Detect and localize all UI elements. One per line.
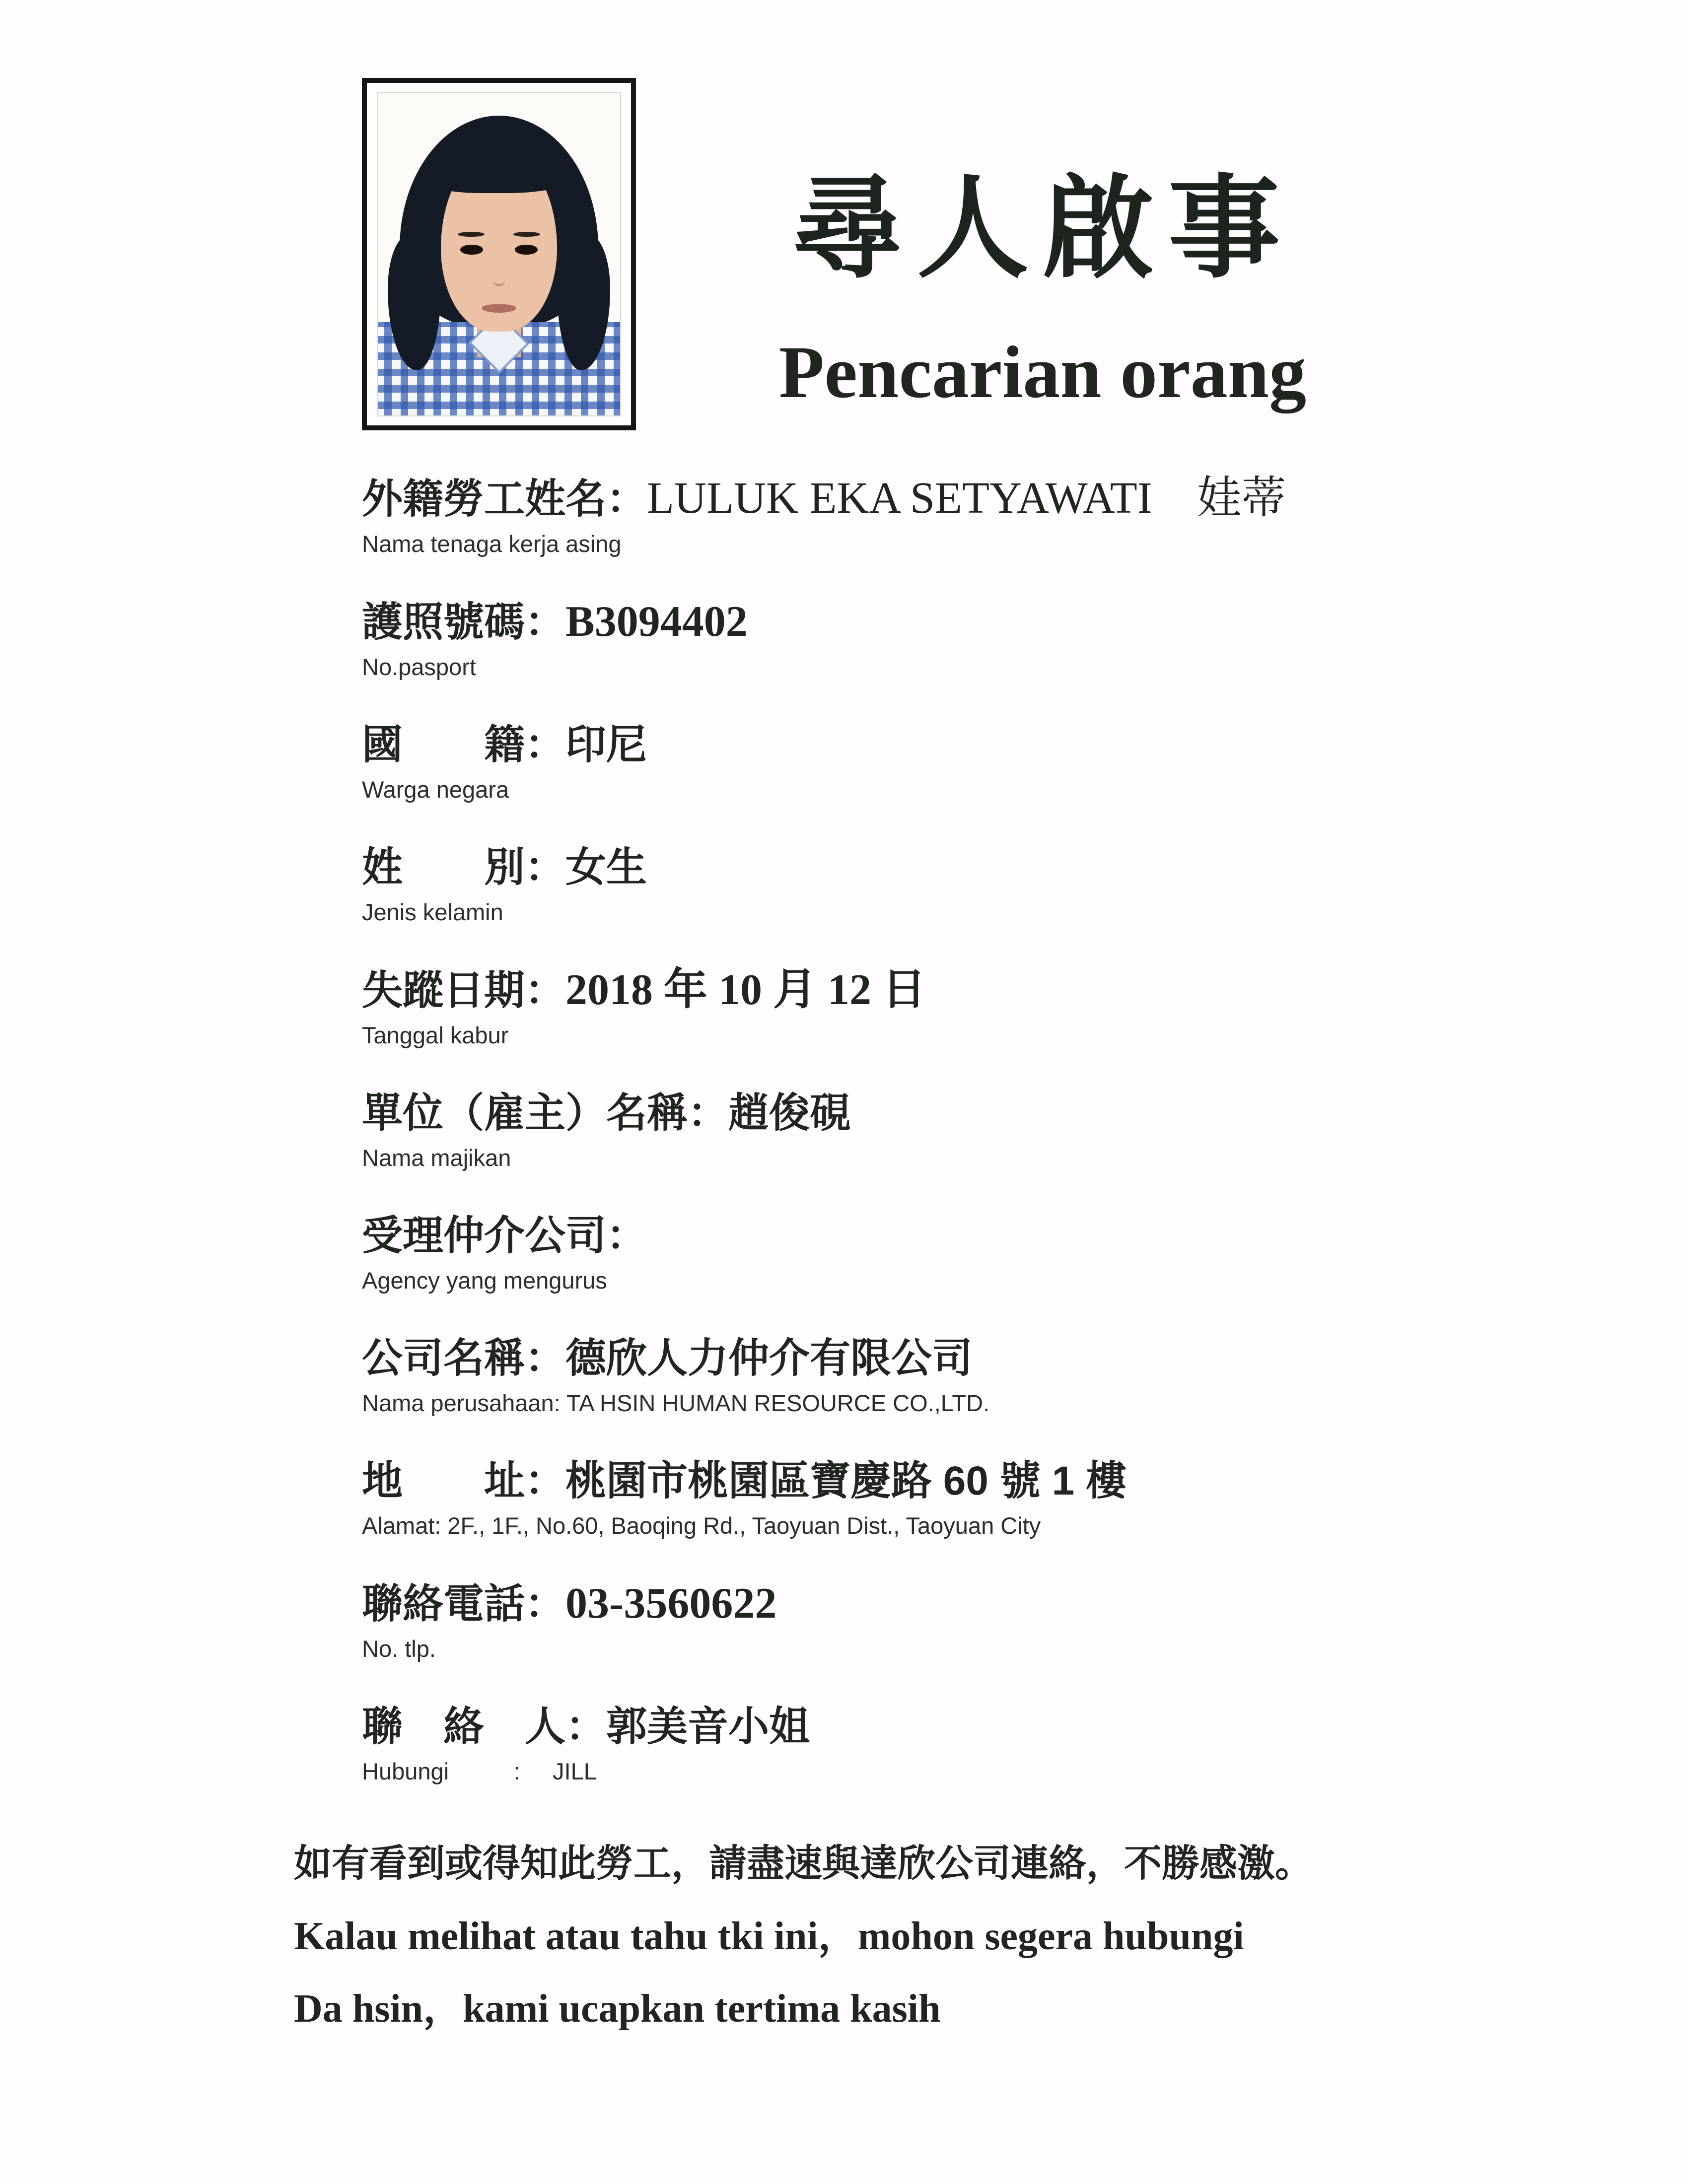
field-sublabel: Hubungi : JILL: [362, 1758, 597, 1784]
footer-note: [294, 1837, 1615, 2054]
field-row-missing-date: [362, 964, 1623, 1049]
field-label: 地 址：: [362, 1458, 566, 1503]
footer-line-cjk: 如有看到或得知此勞工，請盡速與達欣公司連絡，不勝感激。: [294, 1843, 1313, 1885]
field-sublabel: Agency yang mengurus: [362, 1267, 607, 1294]
field-label: 聯 絡 人：: [362, 1704, 607, 1749]
footer-line-indonesian-2: Da hsin，kami ucapkan tertima kasih: [294, 1987, 941, 2031]
portrait-mouth: [482, 304, 516, 313]
field-label: 護照號碼：: [362, 600, 566, 645]
page-title: 尋人啟事: [791, 166, 1294, 291]
field-row-employer: [362, 1088, 1623, 1172]
field-value: 03-3560622: [565, 1579, 777, 1628]
field-value: 趙俊硯: [728, 1091, 851, 1136]
field-value: 桃園市桃園區寶慶路 60 號 1 樓: [565, 1458, 1126, 1503]
field-label: 公司名稱：: [362, 1336, 566, 1381]
field-row-address: [362, 1455, 1623, 1540]
field-row-name: [362, 473, 1623, 558]
page-subtitle: Pencarian orang: [778, 331, 1307, 413]
field-value: 德欣人力仲介有限公司: [565, 1336, 973, 1381]
portrait-photo: [377, 92, 621, 416]
field-value: 印尼: [565, 722, 647, 767]
field-label: 國 籍：: [362, 722, 566, 767]
field-label: 姓 別：: [362, 845, 566, 890]
field-label: 單位（雇主）名稱：: [362, 1091, 729, 1136]
field-row-gender: [362, 842, 1623, 926]
portrait-eyebrow-left: [458, 232, 485, 237]
portrait-nose: [493, 273, 505, 286]
portrait-eyebrow-right: [513, 232, 540, 237]
field-row-nationality: [362, 719, 1623, 804]
field-row-passport: [362, 596, 1623, 681]
field-row-contact: [362, 1701, 1623, 1785]
portrait-photo-frame: [362, 78, 636, 430]
field-value: 2018 年 10 月 12 日: [565, 966, 926, 1014]
portrait-eye-right: [515, 245, 538, 255]
field-sublabel: Nama tenaga kerja asing: [362, 531, 622, 557]
field-value: 郭美音小姐: [606, 1704, 810, 1749]
field-sublabel: No.pasport: [362, 654, 476, 680]
field-value: B3094402: [565, 598, 748, 646]
field-value: LULUK EKA SETYAWATI 娃蒂: [647, 474, 1286, 523]
field-sublabel: Warga negara: [362, 776, 509, 803]
field-row-agency: [362, 1210, 1623, 1295]
field-row-phone: [362, 1578, 1623, 1663]
field-sublabel: Nama perusahaan: TA HSIN HUMAN RESOURCE CO.,LTD.: [362, 1390, 990, 1416]
field-row-company: [362, 1333, 1623, 1417]
field-label: 失蹤日期：: [362, 968, 566, 1013]
field-sublabel: Alamat: 2F., 1F., No.60, Baoqing Rd., Taoyuan Dist., Taoyuan City: [362, 1512, 1041, 1539]
header: [735, 164, 1350, 414]
field-label: 聯絡電話：: [362, 1581, 566, 1627]
field-label: 受理仲介公司：: [362, 1213, 647, 1258]
field-sublabel: Nama majikan: [362, 1145, 511, 1171]
field-sublabel: Jenis kelamin: [362, 899, 503, 925]
field-sublabel: Tanggal kabur: [362, 1022, 509, 1048]
field-value: 女生: [565, 845, 647, 890]
footer-line-indonesian-1: Kalau melihat atau tahu tki ini，mohon segera hubungi: [294, 1914, 1244, 1958]
field-list: [362, 473, 1623, 1824]
field-sublabel: No. tlp.: [362, 1636, 436, 1662]
field-label: 外籍勞工姓名：: [362, 477, 647, 522]
